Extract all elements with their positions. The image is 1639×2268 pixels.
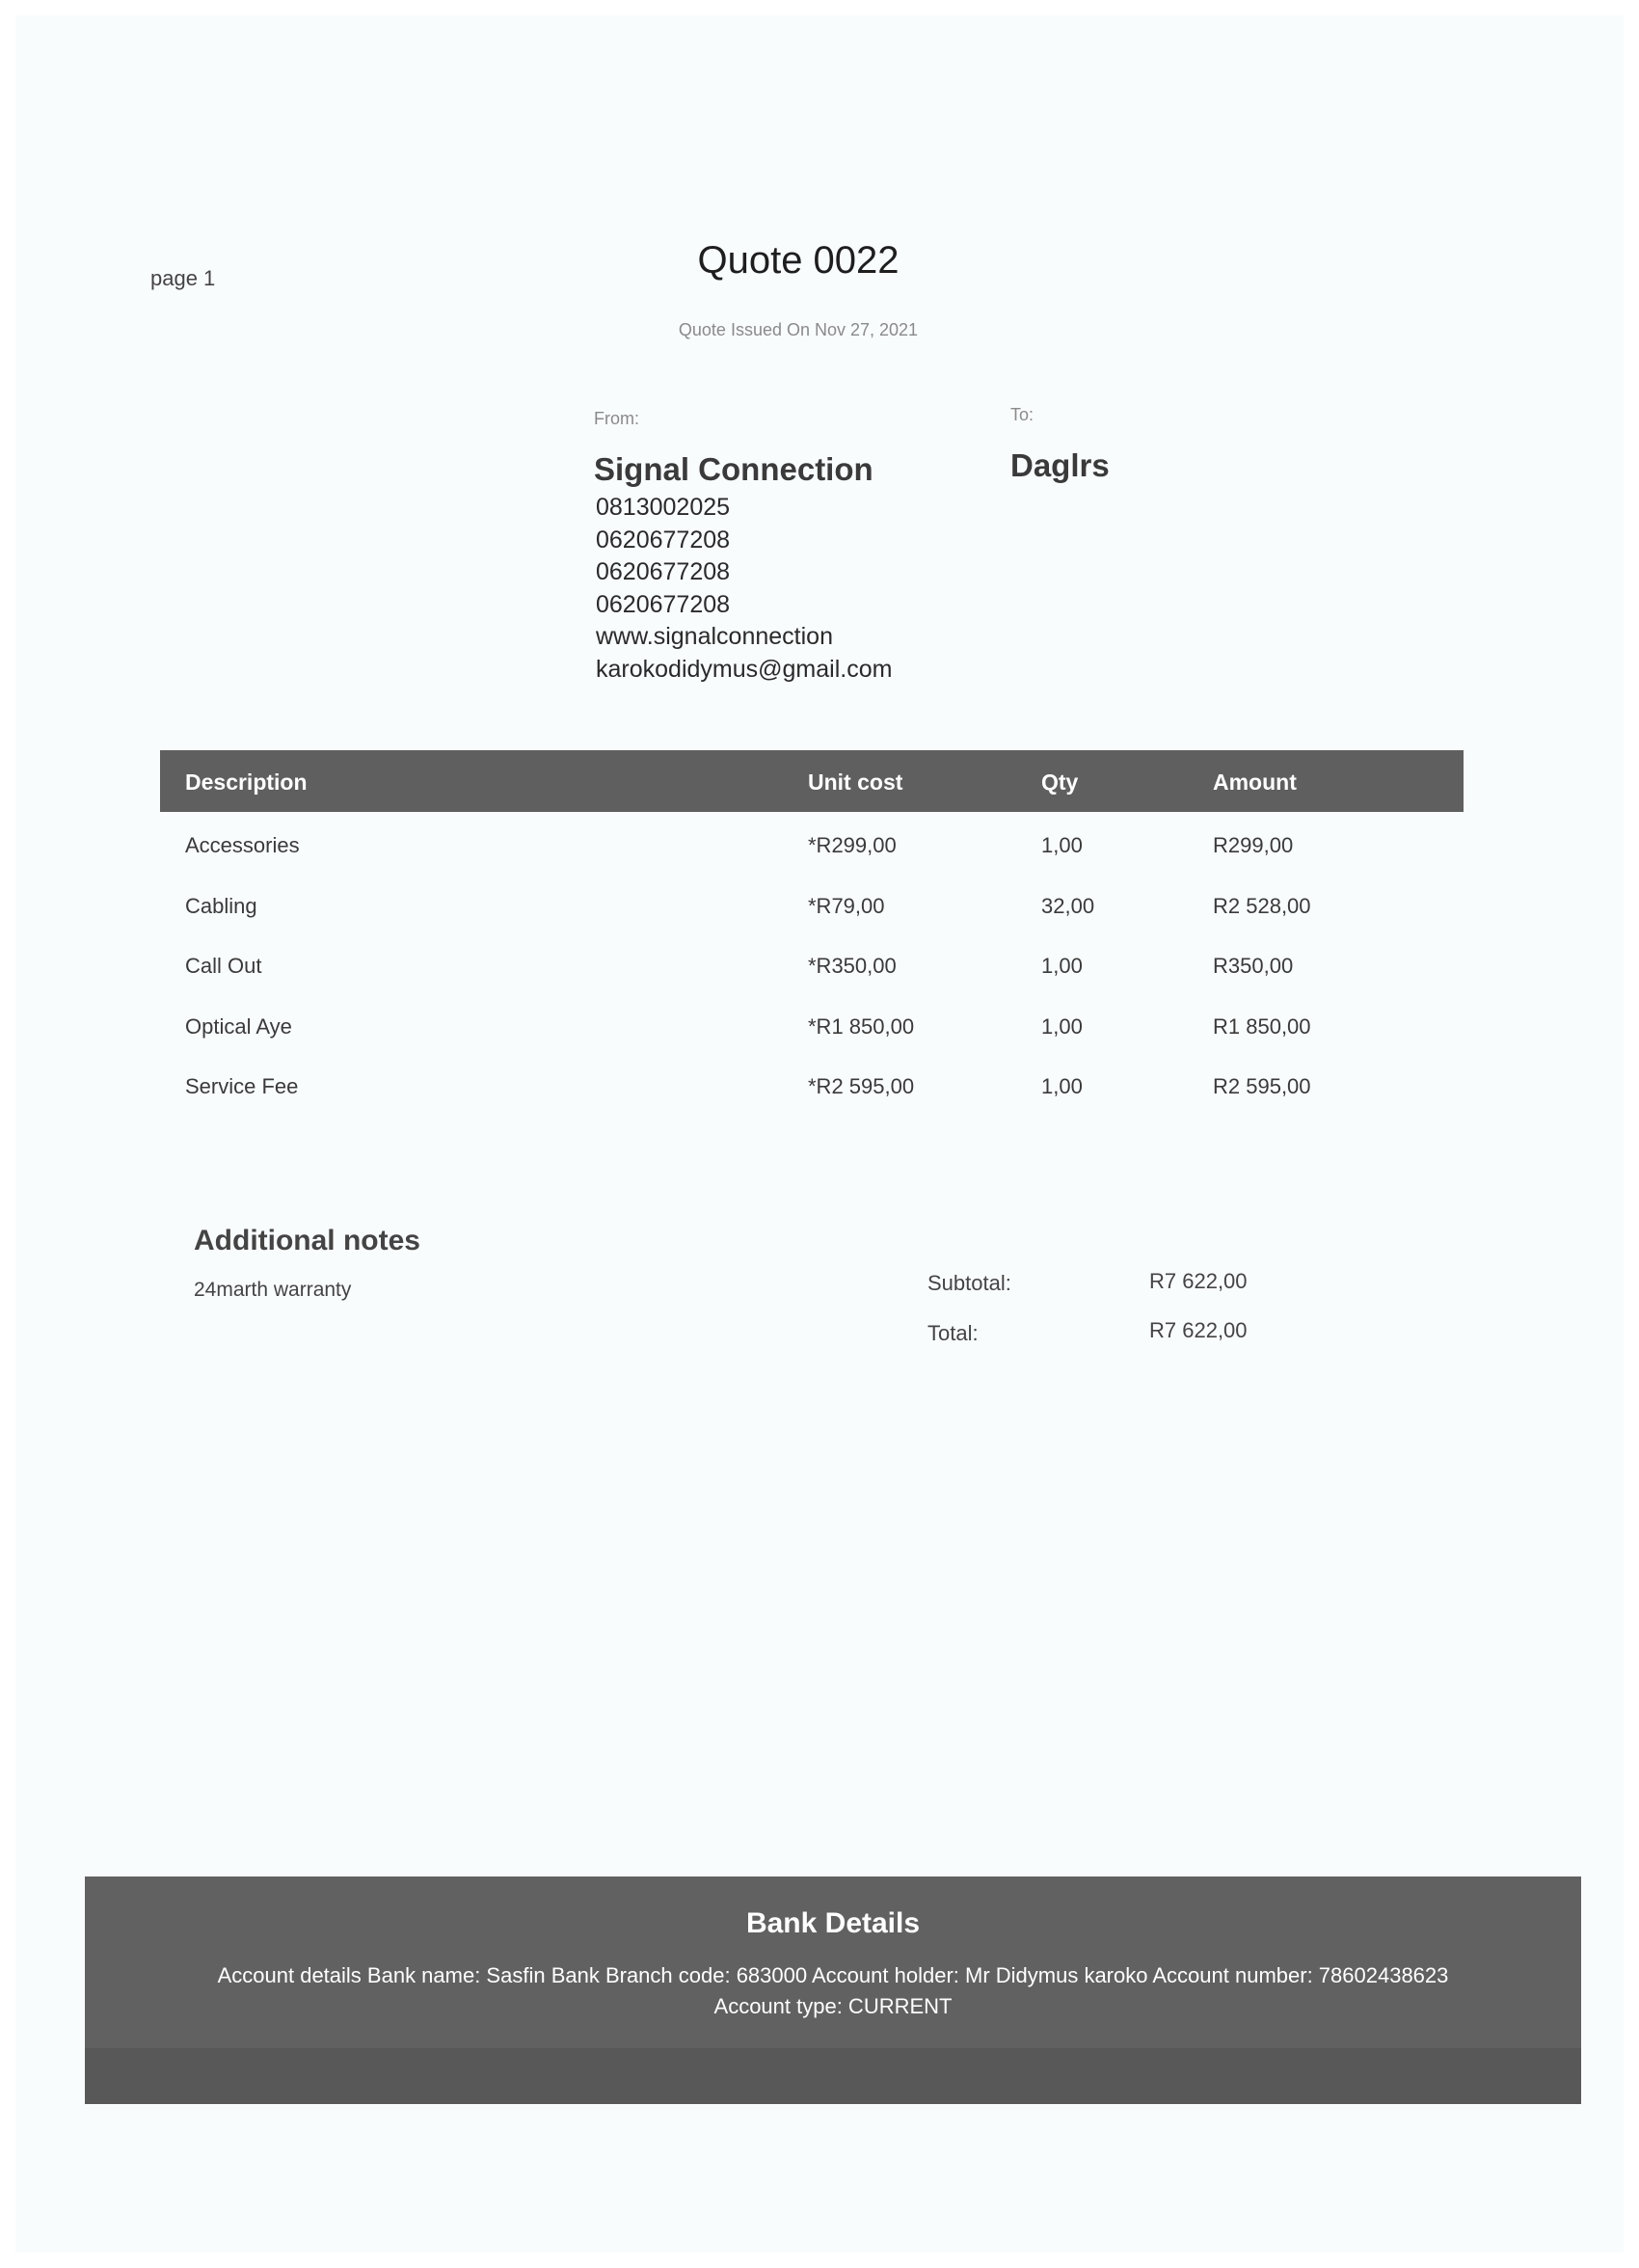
recipient-name: Daglrs xyxy=(1010,447,1110,483)
cell-description: Call Out xyxy=(185,954,262,978)
table-row xyxy=(160,812,1464,873)
total-value: R7 622,00 xyxy=(1149,1318,1248,1342)
from-label: From: xyxy=(594,409,639,428)
table-row xyxy=(160,1053,1464,1114)
cell-unit-cost: *R350,00 xyxy=(808,954,897,978)
cell-qty: 1,00 xyxy=(1041,1074,1083,1098)
cell-description: Optical Aye xyxy=(185,1013,292,1039)
cell-amount: R2 528,00 xyxy=(1213,893,1311,918)
document-title: Quote 0022 xyxy=(697,239,900,282)
cell-unit-cost: *R2 595,00 xyxy=(808,1074,915,1098)
header-unit-cost: Unit cost xyxy=(808,770,903,795)
sender-phone: 0620677208 xyxy=(596,590,731,618)
cell-description: Service Fee xyxy=(185,1074,299,1098)
line-items-table xyxy=(160,750,1464,1114)
document-page xyxy=(15,15,1624,2253)
cell-description: Accessories xyxy=(185,833,300,857)
sender-phone: 0620677208 xyxy=(596,558,731,585)
sender-name: Signal Connection xyxy=(594,451,873,487)
bank-account-type: Account type: CURRENT xyxy=(713,1994,953,2018)
bank-panel-strip xyxy=(85,2048,1581,2104)
cell-qty: 1,00 xyxy=(1041,1013,1083,1039)
notes-heading: Additional notes xyxy=(194,1225,420,1256)
cell-amount: R2 595,00 xyxy=(1213,1074,1311,1098)
page-number: page 1 xyxy=(150,266,216,290)
cell-amount: R299,00 xyxy=(1213,833,1294,857)
cell-amount: R350,00 xyxy=(1213,954,1294,978)
sender-phone: 0620677208 xyxy=(596,526,731,554)
cell-amount: R1 850,00 xyxy=(1213,1013,1311,1039)
notes-text: 24marth warranty xyxy=(194,1279,352,1301)
table-row xyxy=(160,993,1464,1054)
sender-website: www.signalconnection xyxy=(596,623,833,650)
sender-email: karokodidymus@gmail.com xyxy=(596,655,893,683)
bank-details-heading: Bank Details xyxy=(745,1907,921,1939)
cell-unit-cost: *R299,00 xyxy=(808,833,897,857)
cell-unit-cost: *R79,00 xyxy=(808,893,885,918)
issue-date: Quote Issued On Nov 27, 2021 xyxy=(678,320,919,339)
cell-qty: 1,00 xyxy=(1041,954,1083,978)
cell-unit-cost: *R1 850,00 xyxy=(808,1013,915,1039)
total-label: Total: xyxy=(927,1321,979,1345)
table-row xyxy=(160,932,1464,993)
header-description: Description xyxy=(185,770,308,795)
cell-qty: 1,00 xyxy=(1041,833,1083,857)
sender-phone: 0813002025 xyxy=(596,494,731,521)
cell-description: Cabling xyxy=(185,893,257,918)
bank-account-details: Account details Bank name: Sasfin Bank Branch code: 683000 Account holder: Mr Didymus karoko Account number: 78602438623 xyxy=(217,1963,1449,1987)
subtotal-value: R7 622,00 xyxy=(1149,1269,1248,1293)
sender-details xyxy=(596,492,892,686)
to-label: To: xyxy=(1010,405,1034,424)
table-header xyxy=(160,750,1464,812)
header-qty: Qty xyxy=(1041,770,1079,795)
header-amount: Amount xyxy=(1213,770,1297,795)
subtotal-label: Subtotal: xyxy=(927,1271,1011,1295)
table-row xyxy=(160,873,1464,933)
bank-details-panel xyxy=(85,1876,1581,2104)
cell-qty: 32,00 xyxy=(1041,893,1095,918)
